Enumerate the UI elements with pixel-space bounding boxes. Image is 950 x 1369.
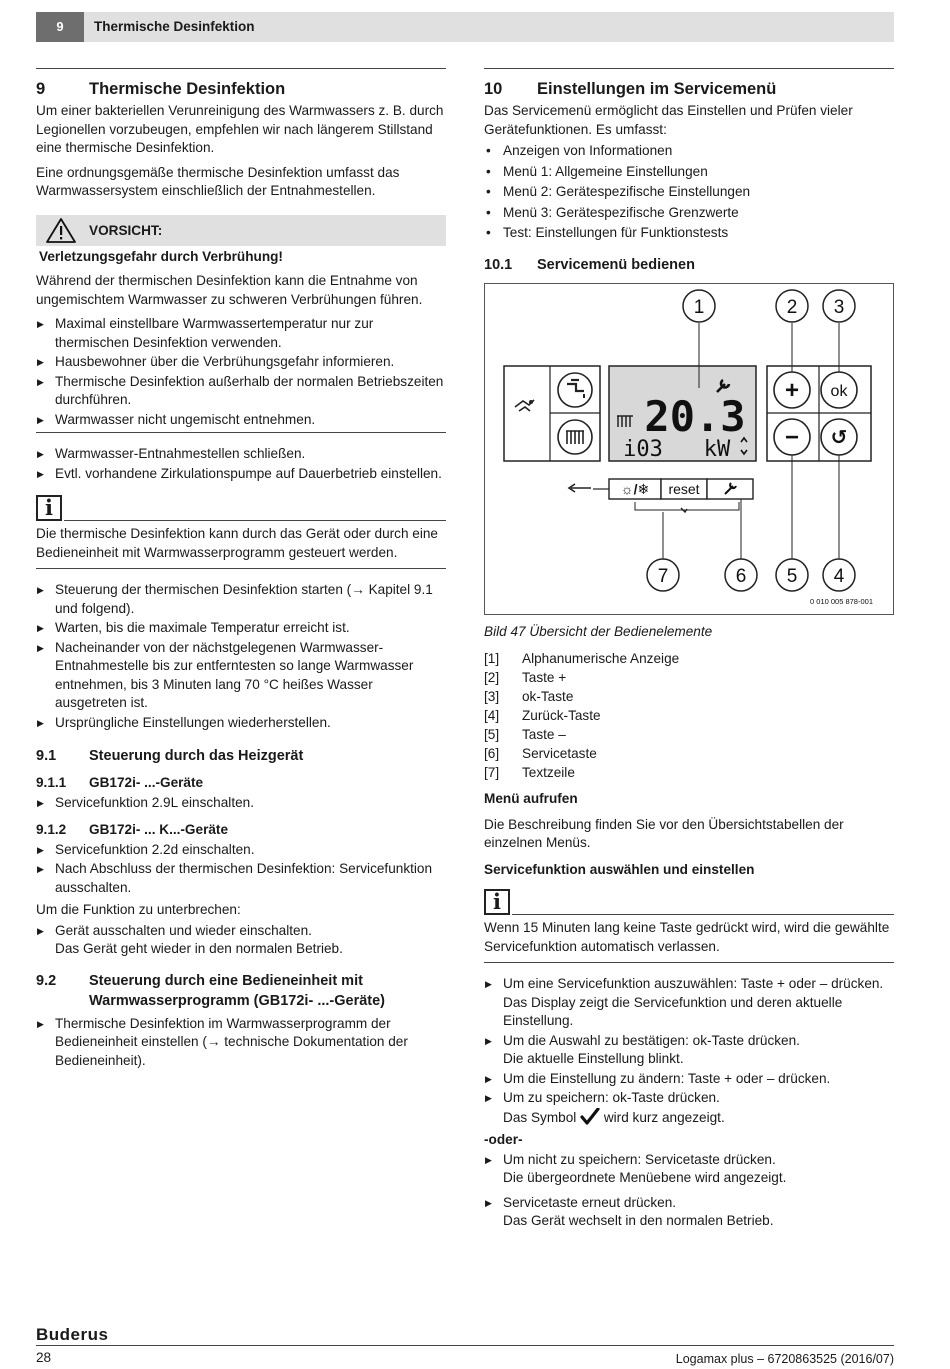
scope-paragraph: Eine ordnungsgemäße thermische Desinfektion umfasst das Warmwassersystem einschließlich der Entnahmestellen. — [36, 164, 400, 198]
minus-button-label: − — [784, 423, 800, 451]
steps-9-2 — [36, 1015, 446, 1071]
legend-item: [6] Servicetaste — [484, 746, 597, 761]
menu-text: Die Beschreibung finden Sie vor den Übersichtstabellen der einzelnen Menüs. — [484, 816, 844, 850]
interrupt-result: Das Gerät geht wieder in den normalen Betrieb. — [55, 941, 343, 956]
callout-7 — [647, 559, 679, 591]
info-text: Die thermische Desinfektion kann durch das Gerät oder durch eine Bedieneinheit mit Warmwasserprogramm gesteuert werden. — [36, 525, 446, 569]
checkmark-icon — [580, 1108, 600, 1125]
hand-pointer-icon — [569, 484, 591, 492]
brand-logo: Buderus — [36, 1325, 109, 1344]
section-9-1-1-heading: 9.1.1 GB172i- ...-Geräte — [36, 775, 204, 790]
list-item: ▶ Hausbewohner über die Verbrühungsgefahr informieren. — [36, 353, 446, 372]
intro-paragraph: Um einer bakteriellen Verunreinigung des Warmwassers z. B. durch Legionellen vorzubeugen, empfehlen wir nach längerem Stillstand eine thermische Desinfektion. — [36, 103, 444, 155]
select-heading: Servicefunktion auswählen und einstellen — [484, 861, 755, 877]
legend-item: [1] Alphanumerische Anzeige — [484, 651, 680, 666]
list-item: • Menü 2: Gerätespezifische Einstellungen — [484, 183, 894, 202]
list-item: ▶ Warten, bis die maximale Temperatur erreicht ist. — [36, 619, 446, 638]
callout-3 — [823, 290, 855, 322]
ok-button-label: ok — [830, 382, 848, 400]
list-item: ▶ Um nicht zu speichern: Servicetaste drücken. Die übergeordnete Menüebene wird angezeigt. — [484, 1151, 894, 1188]
interrupt-text: Um die Funktion zu unterbrechen: — [36, 902, 241, 917]
reset-label: reset — [668, 480, 700, 497]
list-item: ▶ Nach Abschluss der thermischen Desinfektion: Servicefunktion ausschalten. — [36, 860, 446, 897]
warning-triangle-icon — [45, 217, 77, 244]
list-item: ▶ Servicefunktion 2.2d einschalten. — [36, 841, 446, 860]
service-menu-intro: Das Servicemenü ermöglicht das Einstellen und Prüfen vieler Gerätefunktionen. Es umfasst: — [484, 103, 853, 137]
display-code: i03 — [623, 436, 663, 462]
section-9-2-heading: 9.2 Steuerung durch eine Bedieneinheit mit Warmwasserprogramm (GB172i- ...-Geräte) — [36, 972, 386, 1009]
service-steps — [484, 975, 894, 1127]
list-item: ▶ Warmwasser nicht ungemischt entnehmen. — [36, 411, 446, 430]
warning-steps — [36, 315, 446, 429]
list-item: • Anzeigen von Informationen — [484, 142, 894, 161]
info-note — [36, 495, 446, 521]
section-9-1-2-heading: 9.1.2 GB172i- ... K...-Geräte — [36, 821, 229, 837]
warning-box — [36, 215, 446, 246]
legend-item: [2] Taste + — [484, 670, 567, 685]
steps-9-1-1 — [36, 794, 446, 813]
list-item: • Menü 1: Allgemeine Einstellungen — [484, 163, 894, 182]
chapter-title: Thermische Desinfektion — [94, 19, 255, 34]
info-note-service — [484, 889, 894, 915]
svg-text:2: 2 — [786, 296, 798, 318]
list-item: ▶ Evtl. vorhandene Zirkulationspumpe auf Dauerbetrieb einstellen. — [36, 465, 446, 484]
service-steps-alternative — [484, 1151, 894, 1231]
menu-heading: Menü aufrufen — [484, 791, 578, 806]
list-item: ▶ Thermische Desinfektion im Warmwasserprogramm der Bedieneinheit einstellen (→ technische Dokumentation der Bedieneinheit). — [36, 1015, 446, 1071]
service-info-text: Wenn 15 Minuten lang keine Taste gedrückt wird, wird die gewählte Servicefunktion automatisch verlassen. — [484, 919, 894, 963]
warning-label: VORSICHT: — [89, 222, 163, 238]
svg-text:1: 1 — [693, 296, 705, 318]
document-id: Logamax plus – 6720863525 (2016/07) — [675, 1352, 894, 1366]
back-button-label: ↺ — [830, 426, 848, 449]
list-item: ▶ Servicefunktion 2.9L einschalten. — [36, 794, 446, 813]
svg-text:5: 5 — [786, 565, 798, 587]
callout-5 — [776, 559, 808, 591]
list-item: ▶ Um die Einstellung zu ändern: Taste + oder – drücken. — [484, 1070, 894, 1089]
preparation-steps — [36, 445, 446, 483]
legend-item: [4] Zurück-Taste — [484, 708, 601, 723]
page-number: 28 — [36, 1350, 52, 1365]
warning-headline: Verletzungsgefahr durch Verbrühung! — [39, 248, 283, 264]
legend-item: [3] ok-Taste — [484, 689, 574, 704]
interrupt-steps — [36, 922, 446, 959]
list-item: ▶ Um die Auswahl zu bestätigen: ok-Taste drücken. Die aktuelle Einstellung blinkt. — [484, 1032, 894, 1069]
control-panel-diagram — [485, 284, 893, 614]
page-header — [36, 12, 894, 42]
steps-9-1-2 — [36, 841, 446, 898]
list-item: ▶ Gerät ausschalten und wieder einschalten. Das Gerät geht wieder in den normalen Betrieb. — [36, 922, 446, 959]
list-item: ▶ Um eine Servicefunktion auszuwählen: Taste + oder – drücken. Das Display zeigt die Servicefunktion und deren aktuelle Einstellung. — [484, 975, 894, 1031]
section-9-heading: 9 Thermische Desinfektion — [36, 80, 286, 98]
display-unit: kW — [703, 436, 731, 462]
list-item: ▶ Ursprüngliche Einstellungen wiederherstellen. — [36, 714, 446, 733]
list-item: ▶ Maximal einstellbare Warmwassertemperatur nur zur thermischen Desinfektion verwenden. — [36, 315, 446, 352]
figure-caption: Bild 47 Übersicht der Bedienelemente — [484, 623, 713, 639]
disinfection-steps — [36, 581, 446, 732]
list-item: • Test: Einstellungen für Funktionstests — [484, 224, 894, 243]
oder-label: -oder- — [484, 1132, 523, 1147]
legend-item: [5] Taste – — [484, 727, 566, 742]
list-item: ▶ Steuerung der thermischen Desinfektion starten (→ Kapitel 9.1 und folgend). — [36, 581, 446, 618]
left-column — [36, 68, 446, 1074]
warning-text: Während der thermischen Desinfektion kann die Entnahme von ungemischtem Warmwasser zu schweren Verbrühungen führen. — [36, 273, 423, 307]
svg-text:4: 4 — [833, 565, 845, 587]
info-icon: i — [484, 889, 510, 915]
list-item: ▶ Nacheinander von der nächstgelegenen Warmwasser-Entnahmestelle bis zur entferntesten so lange Warmwasser entnehmen, bis 3 Minuten lang 70 °C heißes Wasser ausgetreten ist. — [36, 639, 446, 713]
list-item: ▶ Um zu speichern: ok-Taste drücken. Das Symbol wird kurz angezeigt. — [484, 1089, 894, 1127]
callout-4 — [823, 559, 855, 591]
legend-item: [7] Textzeile — [484, 765, 575, 780]
list-item: ▶ Servicetaste erneut drücken. Das Gerät wechselt in den normalen Betrieb. — [484, 1194, 894, 1231]
control-panel-figure — [484, 283, 894, 615]
chapter-number: 9 — [36, 12, 84, 42]
callout-1 — [683, 290, 715, 322]
section-10-1-heading: 10.1 Servicemenü bedienen — [484, 256, 695, 273]
svg-text:7: 7 — [657, 565, 669, 587]
section-10-heading: 10 Einstellungen im Servicemenü — [484, 80, 777, 98]
list-item: ▶ Warmwasser-Entnahmestellen schließen. — [36, 445, 446, 464]
plus-button-label: + — [784, 376, 800, 404]
sun-snow-icon: ☼/❄ — [620, 480, 650, 497]
figure-code: 0 010 005 878-001 — [810, 596, 873, 606]
callout-2 — [776, 290, 808, 322]
list-item: ▶ Thermische Desinfektion außerhalb der normalen Betriebszeiten durchführen. — [36, 373, 446, 410]
display-value: 20.3 — [644, 391, 746, 441]
list-item: • Menü 3: Gerätespezifische Grenzwerte — [484, 204, 894, 223]
info-icon: i — [36, 495, 62, 521]
section-9-1-heading: 9.1 Steuerung durch das Heizgerät — [36, 748, 304, 764]
svg-text:3: 3 — [833, 296, 845, 318]
service-menu-items — [484, 142, 894, 243]
legend-list — [484, 649, 894, 782]
svg-text:6: 6 — [735, 565, 747, 587]
callout-6 — [725, 559, 757, 591]
right-column — [484, 68, 894, 1235]
